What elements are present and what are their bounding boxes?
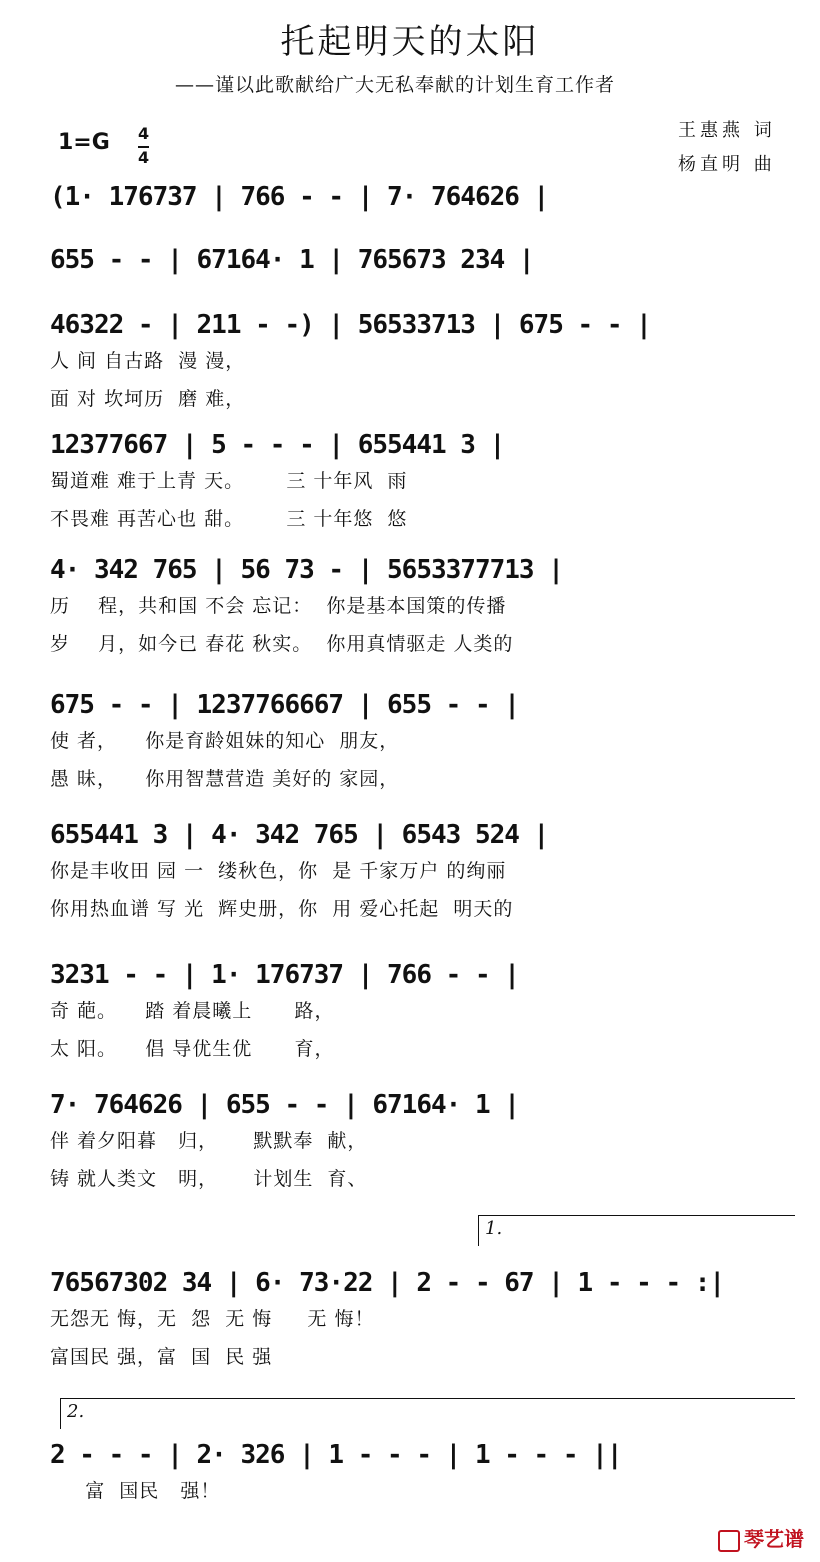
first-ending-bracket — [478, 1215, 795, 1246]
notation-row: 2 - - - | 2· 326 | 1 - - - | 1 - - - || — [50, 1440, 622, 1470]
key-signature: 1=G — [58, 130, 110, 155]
lyric-row: 蜀道难 难于上青 天。 三 十年风 雨 — [50, 470, 408, 492]
staff-line — [50, 1440, 800, 1514]
notation-row: 76567302 34 | 6· 73·22 | 2 - - 67 | 1 - - - :| — [50, 1268, 725, 1298]
lyric-row: 历 程，共和国 不会 忘记： 你是基本国策的传播 — [50, 595, 507, 617]
staff-line — [50, 820, 800, 932]
second-ending-bracket — [60, 1398, 795, 1429]
lyricist-credit: 王惠燕 词 — [678, 120, 776, 141]
notation-row: 12377667 | 5 - - - | 655441 3 | — [50, 430, 505, 460]
first-ending-label: 1. — [485, 1218, 503, 1239]
lyric-row: 你用热血谱 写 光 辉史册，你 用 爱心托起 明天的 — [50, 898, 514, 920]
time-signature-bottom: 4 — [138, 148, 150, 167]
lyric-row: 人 间 自古路 漫 漫， — [50, 350, 246, 372]
song-title: 托起明天的太阳 — [280, 22, 540, 62]
staff-line — [50, 310, 800, 422]
staff-line — [50, 245, 800, 281]
time-signature-top: 4 — [138, 124, 150, 143]
second-ending-label: 2. — [67, 1401, 85, 1422]
notation-row: 4· 342 765 | 56 73 - | 5653377713 | — [50, 555, 563, 585]
staff-line — [50, 430, 800, 542]
lyric-row: 愚 昧， 你用智慧营造 美好的 家园， — [50, 768, 400, 790]
staff-line — [50, 960, 800, 1072]
staff-line — [50, 555, 800, 667]
lyric-row: 铸 就人类文 明， 计划生 育、 — [50, 1168, 368, 1190]
lyric-row: 富国民 强，富 国 民 强 — [50, 1346, 273, 1368]
staff-line — [50, 1090, 800, 1202]
lyric-row: 奇 葩。 踏 着晨曦上 路， — [50, 1000, 335, 1022]
logo-icon — [718, 1530, 740, 1552]
staff-line — [50, 182, 800, 218]
notation-row: 655 - - | 67164· 1 | 765673 234 | — [50, 245, 534, 275]
notation-row: 3231 - - | 1· 176737 | 766 - - | — [50, 960, 519, 990]
lyric-row: 你是丰收田 园 一 缕秋色，你 是 千家万户 的绚丽 — [50, 860, 507, 882]
lyric-row: 岁 月，如今已 春花 秋实。 你用真情驱走 人类的 — [50, 633, 514, 655]
staff-line — [50, 690, 800, 802]
lyric-row: 太 阳。 倡 导优生优 育， — [50, 1038, 335, 1060]
notation-row: 655441 3 | 4· 342 765 | 6543 524 | — [50, 820, 549, 850]
notation-row: 675 - - | 1237766667 | 655 - - | — [50, 690, 519, 720]
watermark — [718, 1523, 804, 1552]
watermark-text: 琴艺谱 — [744, 1527, 804, 1551]
composer-credit: 杨直明 曲 — [678, 154, 776, 175]
staff-line — [50, 1268, 800, 1380]
song-subtitle: ——谨以此歌献给广大无私奉献的计划生育工作者 — [175, 74, 616, 96]
notation-row: 7· 764626 | 655 - - | 67164· 1 | — [50, 1090, 519, 1120]
lyric-row: 不畏难 再苦心也 甜。 三 十年悠 悠 — [50, 508, 408, 530]
lyric-row: 伴 着夕阳暮 归， 默默奉 献， — [50, 1130, 368, 1152]
lyric-row: 无怨无 悔，无 怨 无 悔 无 悔！ — [50, 1308, 375, 1330]
lyric-row: 富 国民 强！ — [50, 1480, 221, 1502]
lyric-row: 使 者， 你是育龄姐妹的知心 朋友， — [50, 730, 400, 752]
lyric-row: 面 对 坎坷历 磨 难， — [50, 388, 246, 410]
notation-row: 46322 - | 211 - -) | 56533713 | 675 - - | — [50, 310, 651, 340]
notation-row: (1· 176737 | 766 - - | 7· 764626 | — [50, 182, 549, 212]
